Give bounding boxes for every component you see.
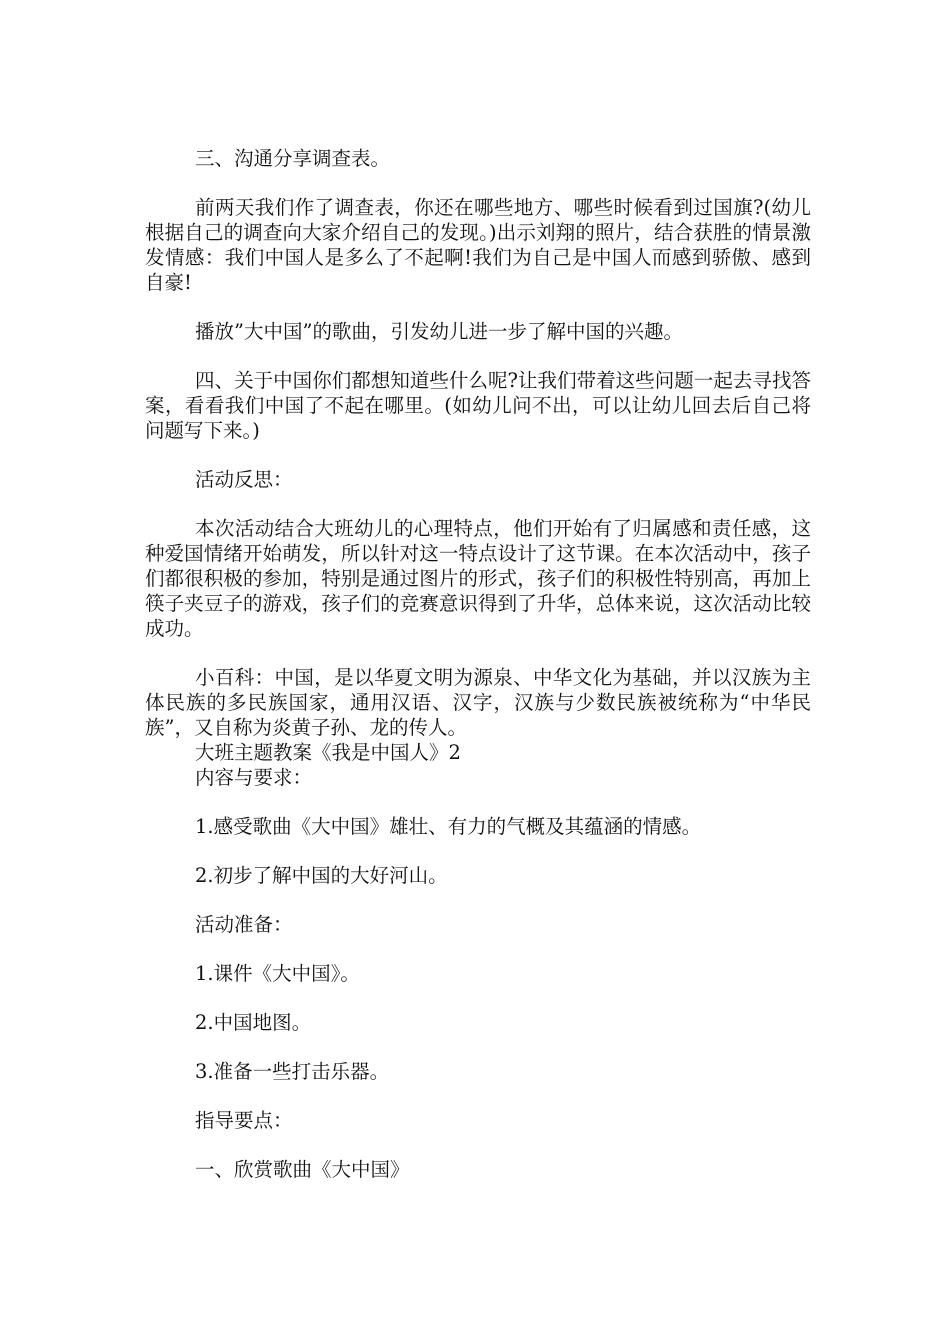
lesson-title: 大班主题教案《我是中国人》2	[195, 741, 461, 764]
paragraph-encyclopedia: 小百科：中国，是以华夏文明为源泉、中华文化为基础，并以汉族为主体民族的多民族国家，通用汉语、汉字，汉族与少数民族被统称为“中华民族”，又自称为炎黄子孙、龙的传人。	[145, 666, 811, 739]
preparation-item-2: 2.中国地图。	[195, 1011, 312, 1034]
section-heading-four: 四、关于中国你们都想知道些什么呢?让我们带着这些问题一起去寻找答案，看看我们中国了不起在哪里。(如幼儿问不出，可以让幼儿回去后自己将问题写下来。)	[145, 369, 811, 442]
paragraph-song: 播放”大中国”的歌曲，引发幼儿进一步了解中国的兴趣。	[195, 320, 683, 343]
preparation-heading: 活动准备：	[195, 913, 293, 936]
paragraph-survey: 前两天我们作了调查表，你还在哪些地方、哪些时候看到过国旗?(幼儿根据自己的调查向大家介绍自己的发现。)出示刘翔的照片，结合获胜的情景激发情感：我们中国人是多么了不起啊!我们为自己是中国人而感到骄傲、感到自豪!	[145, 196, 811, 294]
document-page	[145, 146, 811, 1182]
content-requirements-heading: 内容与要求：	[195, 766, 313, 789]
section-heading-three: 三、沟通分享调查表。	[195, 147, 391, 170]
requirement-item-2: 2.初步了解中国的大好河山。	[195, 864, 448, 887]
paragraph-reflection: 本次活动结合大班幼儿的心理特点，他们开始有了归属感和责任感，这种爱国情绪开始萌发，所以针对这一特点设计了这节课。在本次活动中，孩子们都很积极的参加，特别是通过图片的形式，孩子们的积极性特别高，再加上筷子夹豆子的游戏，孩子们的竞赛意识得到了升华，总体来说，这次活动比较成功。	[145, 517, 811, 640]
reflection-heading: 活动反思：	[195, 468, 293, 491]
guidance-heading: 指导要点：	[195, 1109, 293, 1132]
preparation-item-3: 3.准备一些打击乐器。	[195, 1060, 390, 1083]
requirement-item-1: 1.感受歌曲《大中国》雄壮、有力的气概及其蕴涵的情感。	[195, 815, 702, 838]
guidance-item-1: 一、欣赏歌曲《大中国》	[195, 1158, 410, 1181]
preparation-item-1: 1.课件《大中国》。	[195, 962, 360, 985]
